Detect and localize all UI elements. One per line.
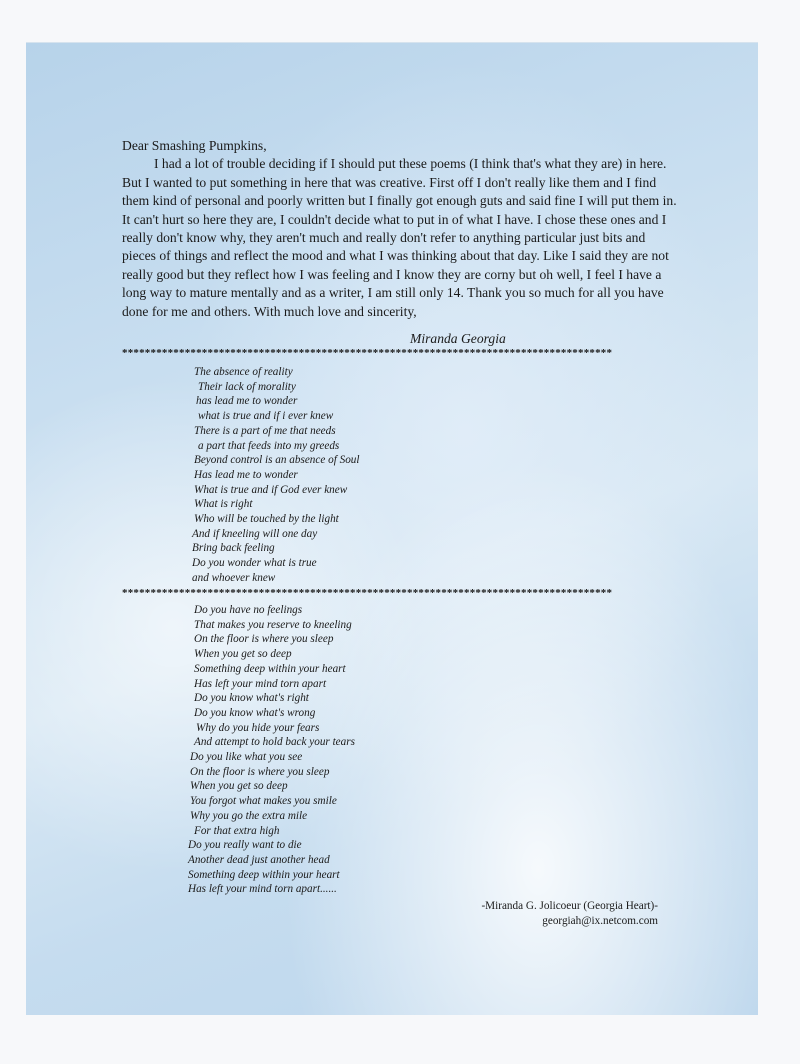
poem-line: On the floor is where you sleep <box>190 765 330 778</box>
asterisk-divider: ************************************************************************************** <box>122 587 613 599</box>
poem-line: Who will be touched by the light <box>194 513 339 526</box>
poem-line: And if kneeling will one day <box>192 527 318 540</box>
poem-line: and whoever knew <box>192 571 276 584</box>
poem-one <box>192 365 360 586</box>
poem-line: a part that feeds into my greeds <box>198 439 340 452</box>
poem-line: Do you like what you see <box>190 751 303 764</box>
poem-line: Has lead me to wonder <box>194 468 298 481</box>
poem-line: On the floor is where you sleep <box>194 633 334 646</box>
poem-line: Something deep within your heart <box>188 868 340 881</box>
poem-line: Why you go the extra mile <box>190 809 308 822</box>
poem-line: Do you have no feelings <box>194 604 303 616</box>
poem-two <box>188 603 355 897</box>
poem-line: Do you know what's right <box>194 692 309 705</box>
poem-line: Do you wonder what is true <box>192 557 317 570</box>
poem-line: Bring back feeling <box>192 542 275 555</box>
poem-line: Has left your mind torn apart...... <box>188 883 337 896</box>
author-footer <box>481 899 658 929</box>
poem-line: You forgot what makes you smile <box>190 795 337 808</box>
poem-line: There is a part of me that needs <box>194 424 336 437</box>
poem-line: That makes you reserve to kneeling <box>194 618 352 631</box>
poem-line: For that extra high <box>194 824 280 837</box>
author-name: -Miranda G. Jolicoeur (Georgia Heart)- <box>481 900 658 912</box>
poem-line: Do you know what's wrong <box>194 706 316 719</box>
scanned-page <box>26 42 758 1015</box>
poem-line: What is right <box>194 498 253 511</box>
poem-line: has lead me to wonder <box>196 395 298 408</box>
poem-line: What is true and if God ever knew <box>194 483 348 496</box>
poem-line: And attempt to hold back your tears <box>194 736 355 749</box>
poem-line: When you get so deep <box>190 780 288 793</box>
letter-greeting: Dear Smashing Pumpkins, <box>122 138 267 153</box>
poem-line: When you get so deep <box>194 648 292 661</box>
poem-line: The absence of reality <box>194 366 293 378</box>
poem-line: what is true and if i ever knew <box>198 410 334 423</box>
poem-line: Something deep within your heart <box>194 662 346 675</box>
poem-line: Beyond control is an absence of Soul <box>194 454 360 467</box>
poem-line: Their lack of morality <box>198 380 296 393</box>
letter <box>122 137 682 321</box>
poem-line: Has left your mind torn apart <box>194 677 327 690</box>
letter-signature: Miranda Georgia <box>410 331 506 346</box>
author-email: georgiah@ix.netcom.com <box>542 915 658 927</box>
poem-line: Why do you hide your fears <box>196 721 320 734</box>
letter-body: I had a lot of trouble deciding if I should put these poems (I think that's what they are) in here. But I wanted to put something in here that was creative. First off I don't really like them and I find them kind of personal and poorly written but I finally got enough guts and said fine I will put them in. It can't hurt so here they are, I couldn't decide what to put in of what I have. I chose these ones and I really don't know why, they aren't much and really don't refer to anything particular just bits and pieces of things and reflect the mood and what I was thinking about that day. Like I said they are not really good but they reflect how I was feeling and I know they are corny but oh well, I feel I have a long way to mature mentally and as a writer, I am still only 14. Thank you so much for all you have done for me and others. With much love and sincerity, <box>122 156 677 319</box>
poem-line: Do you really want to die <box>188 839 302 852</box>
asterisk-divider: ************************************************************************************** <box>122 347 613 359</box>
poem-line: Another dead just another head <box>188 853 330 866</box>
